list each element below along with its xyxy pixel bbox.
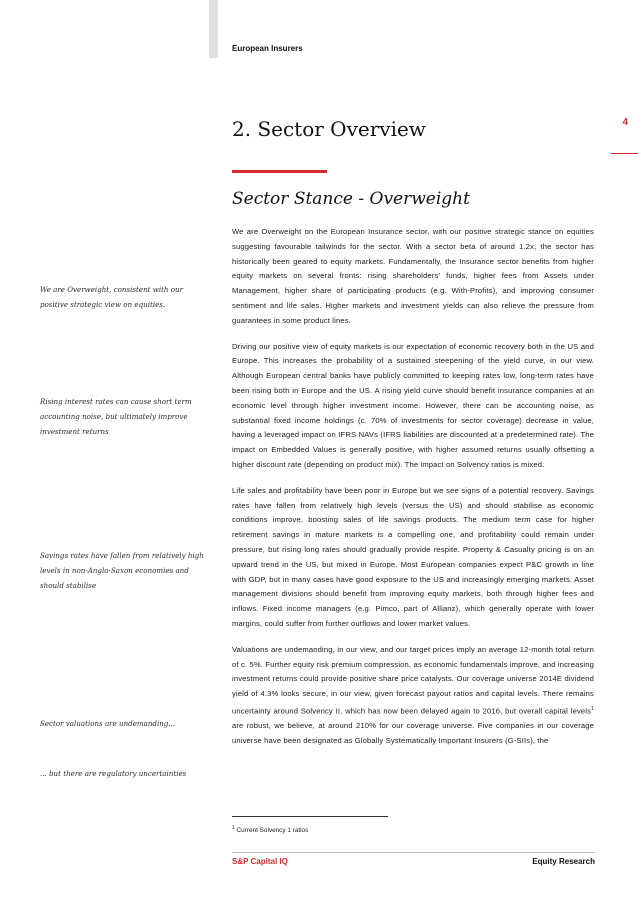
page-number-rule bbox=[611, 153, 638, 154]
section-title: 2. Sector Overview bbox=[232, 117, 426, 141]
footnote-text: Current Solvency 1 ratios bbox=[234, 827, 309, 835]
footnote-divider bbox=[232, 816, 388, 817]
footer-department: Equity Research bbox=[532, 857, 595, 866]
sidenote-valuations: Sector valuations are undemanding... bbox=[40, 719, 176, 728]
footnote-reference: 1 bbox=[591, 705, 594, 712]
footnote-mark: 1 bbox=[232, 825, 235, 831]
footer-divider bbox=[232, 852, 595, 853]
running-header: European Insurers bbox=[232, 44, 303, 53]
paragraph-equity-markets: Driving our positive view of equity markets is our expectation of economic recovery both in the US and Europe. This increases the probability of a sustained steepening of the yield curve, in our view. Although European central banks have publicly committed to keeping rates low, long-term rates have been rising both in Europe and the US. A rising yield curve should benefit insurance companies at an economic level through higher investment income. However, there can be accounting noise, as substantial fixed income holdings (c. 70% of investments for sector coverage) decrease in value, having a leveraged impact on IFRS NAVs (IFRS liabilities are discounted at a predetermined rate). The impact on Embedded Values is generally positive, with higher assumed returns usually offsetting a higher discount rate (depending on product mix). The impact on Solvency ratios is mixed. bbox=[232, 341, 594, 469]
paragraph-life-sales: Life sales and profitability have been poor in Europe but we see signs of a potential recovery. Savings rates have fallen from relatively high levels (versus the US) and should stabilise as economic conditions improve, boosting sales of life savings products. The medium term case for higher retirement savings in mature markets is a compelling one, and profitability could remain under pressure, but rising long rates should gradually provide respite. Property & Casualty pricing is on an upward trend in the US, but mixed in Europe. Most European companies expect P&C growth in line with GDP, but in many cases have good exposure to the US and increasingly emerging markets. Asset management divisions should benefit from improving equity markets, both through higher fees and inflows. Fixed income managers (e.g. Pimco, part of Allianz), which generally operate with lower margins, could suffer from further outflows and lower market values. bbox=[232, 485, 594, 628]
footer-brand: S&P Capital IQ bbox=[232, 857, 288, 866]
paragraph-valuations bbox=[232, 643, 594, 749]
body-text bbox=[232, 225, 594, 760]
sidenote-savings-rates: Savings rates have fallen from relatively high levels in non-Anglo-Saxon economies and should stabilise bbox=[40, 551, 204, 590]
paragraph-valuations-part2: are robust, we believe, at around 210% for our coverage universe. Five companies in our coverage universe have been designated as Globally Systematically Important Insurers (G-SIIs), the bbox=[232, 721, 594, 746]
sidenote-regulatory: ... but there are regulatory uncertainties bbox=[40, 769, 187, 778]
sector-stance-heading: Sector Stance - Overweight bbox=[232, 189, 470, 209]
footnote bbox=[232, 825, 308, 834]
page-number: 4 bbox=[622, 117, 628, 128]
title-underline bbox=[232, 170, 327, 173]
header-accent-bar bbox=[209, 0, 218, 58]
sidenote-interest-rates: Rising interest rates can cause short term accounting noise, but ultimately improve investment returns bbox=[40, 397, 192, 436]
paragraph-stance: We are Overweight on the European Insurance sector, with our positive strategic stance on equities suggesting favourable tailwinds for the sector. With a sector beta of around 1.2x, the sector has historically been geared to equity markets. Fundamentally, the Insurance sector benefits from higher equity markets on several fronts: rising shareholders' funds, higher fees from Assets under Management, higher share of participating products (e.g. With-Profits), and improving consumer sentiment and life sales. Higher markets and investment yields can also relieve the pressure from guarantees in some product lines. bbox=[232, 227, 594, 325]
sidenote-overweight: We are Overweight, consistent with our positive strategic view on equities. bbox=[40, 285, 183, 309]
paragraph-valuations-part1: Valuations are undemanding, in our view, and our target prices imply an average 12-month total return of c. 5%. Further equity risk premium compression, as economic fundamentals improve, and increasing investment returns could provide positive share price catalysts. Our coverage universe 2014E dividend yield of 4.3% looks secure, in our view, given forecast payout ratios and capital levels. There remains uncertainty around Solvency II, which has now been delayed again to 2016, but overall capital levels bbox=[232, 644, 594, 716]
